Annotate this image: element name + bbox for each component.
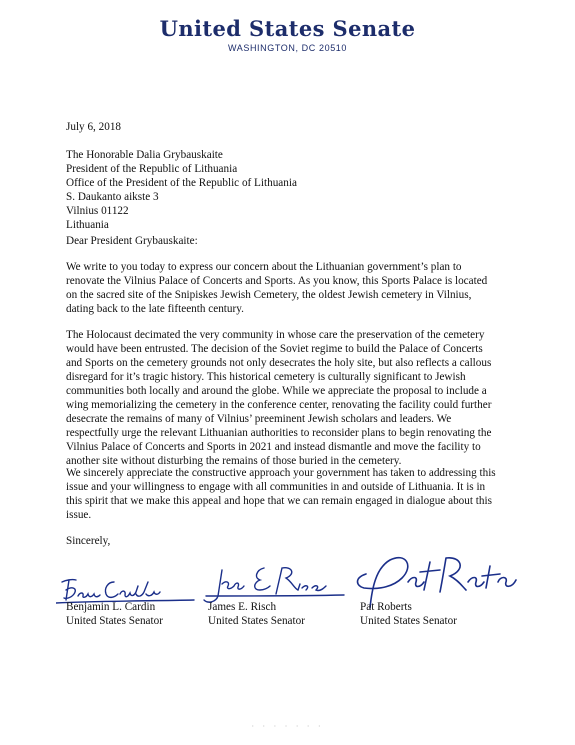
body-paragraph-2	[66, 328, 516, 468]
recipient-address	[66, 148, 297, 232]
paragraph-line: disregard for it’s tragic history. This historical cemetery is culturally significant to Jewish	[66, 371, 466, 383]
paragraph-line: The Holocaust decimated the very community in whose care the preservation of the cemetery	[66, 329, 485, 341]
recipient-line: S. Daukanto aikste 3	[66, 191, 159, 203]
recipient-line: Vilnius 01122	[66, 205, 129, 217]
paragraph-line: issue and your willingness to engage with all communities in and outside of Lithuania. It is in	[66, 481, 486, 493]
signatory-title: United States Senator	[66, 615, 163, 627]
recipient-line: The Honorable Dalia Grybauskaite	[66, 149, 223, 161]
recipient-line: Office of the President of the Republic of Lithuania	[66, 177, 297, 189]
paragraph-line: respectfully urge the relevant Lithuanian authorities to reconsider plans to begin renovating the	[66, 427, 492, 439]
paragraph-line: wing memorializing the cemetery in the conference center, renovating the facility could further	[66, 399, 492, 411]
signatory-name: James E. Risch	[208, 601, 277, 613]
closing: Sincerely,	[66, 535, 111, 547]
body-paragraph-1	[66, 260, 516, 316]
recipient-line: President of the Republic of Lithuania	[66, 163, 238, 175]
paragraph-line: renovate the Vilnius Palace of Concerts and Sports. As you know, this Sports Palace is located	[66, 275, 488, 287]
signatory-name: Pat Roberts	[360, 601, 412, 613]
signature-block	[0, 560, 575, 640]
paragraph-line: desecrate the remains of many of Vilnius’ preeminent Jewish scholars and leaders. We	[66, 413, 452, 425]
signatory-name: Benjamin L. Cardin	[66, 601, 156, 613]
letterhead	[0, 16, 575, 53]
paragraph-line: communities both locally and around the globe. While we appreciate the proposal to include a	[66, 385, 487, 397]
signatory-title: United States Senator	[208, 615, 305, 627]
paragraph-line: We write to you today to express our concern about the Lithuanian government’s plan to	[66, 261, 462, 273]
paragraph-line: this spirit that we make this appeal and hope that we can remain engaged in dialogue about this	[66, 495, 492, 507]
recipient-line: Lithuania	[66, 219, 109, 231]
salutation: Dear President Grybauskaite:	[66, 235, 198, 247]
footer-watermark: · · · · · · ·	[251, 722, 324, 731]
paragraph-line: We sincerely appreciate the constructive approach your government has taken to addressing this	[66, 467, 496, 479]
paragraph-line: on the sacred site of the Snipiskes Jewish Cemetery, the oldest Jewish cemetery in Vilnius,	[66, 289, 472, 301]
paragraph-line: another site without disturbing the remains of those buried in the cemetery.	[66, 455, 402, 467]
paragraph-line: and Sports on the cemetery grounds not only desecrates the holy site, but also reflects a callous	[66, 357, 492, 369]
paragraph-line: would have been entrusted. The decision of the Soviet regime to build the Palace of Concerts	[66, 343, 483, 355]
paragraph-line: dating back to the late fifteenth century.	[66, 303, 244, 315]
letter-date: July 6, 2018	[66, 121, 122, 133]
paragraph-line: issue.	[66, 509, 92, 521]
body-paragraph-3	[66, 466, 516, 522]
letterhead-address: WASHINGTON, DC 20510	[227, 43, 348, 53]
letterhead-title: United States Senate	[159, 16, 416, 41]
paragraph-line: Vilnius Palace of Concerts and Sports in 2021 and instead dismantle and move the facility to	[66, 441, 481, 453]
signatory-title: United States Senator	[360, 615, 457, 627]
